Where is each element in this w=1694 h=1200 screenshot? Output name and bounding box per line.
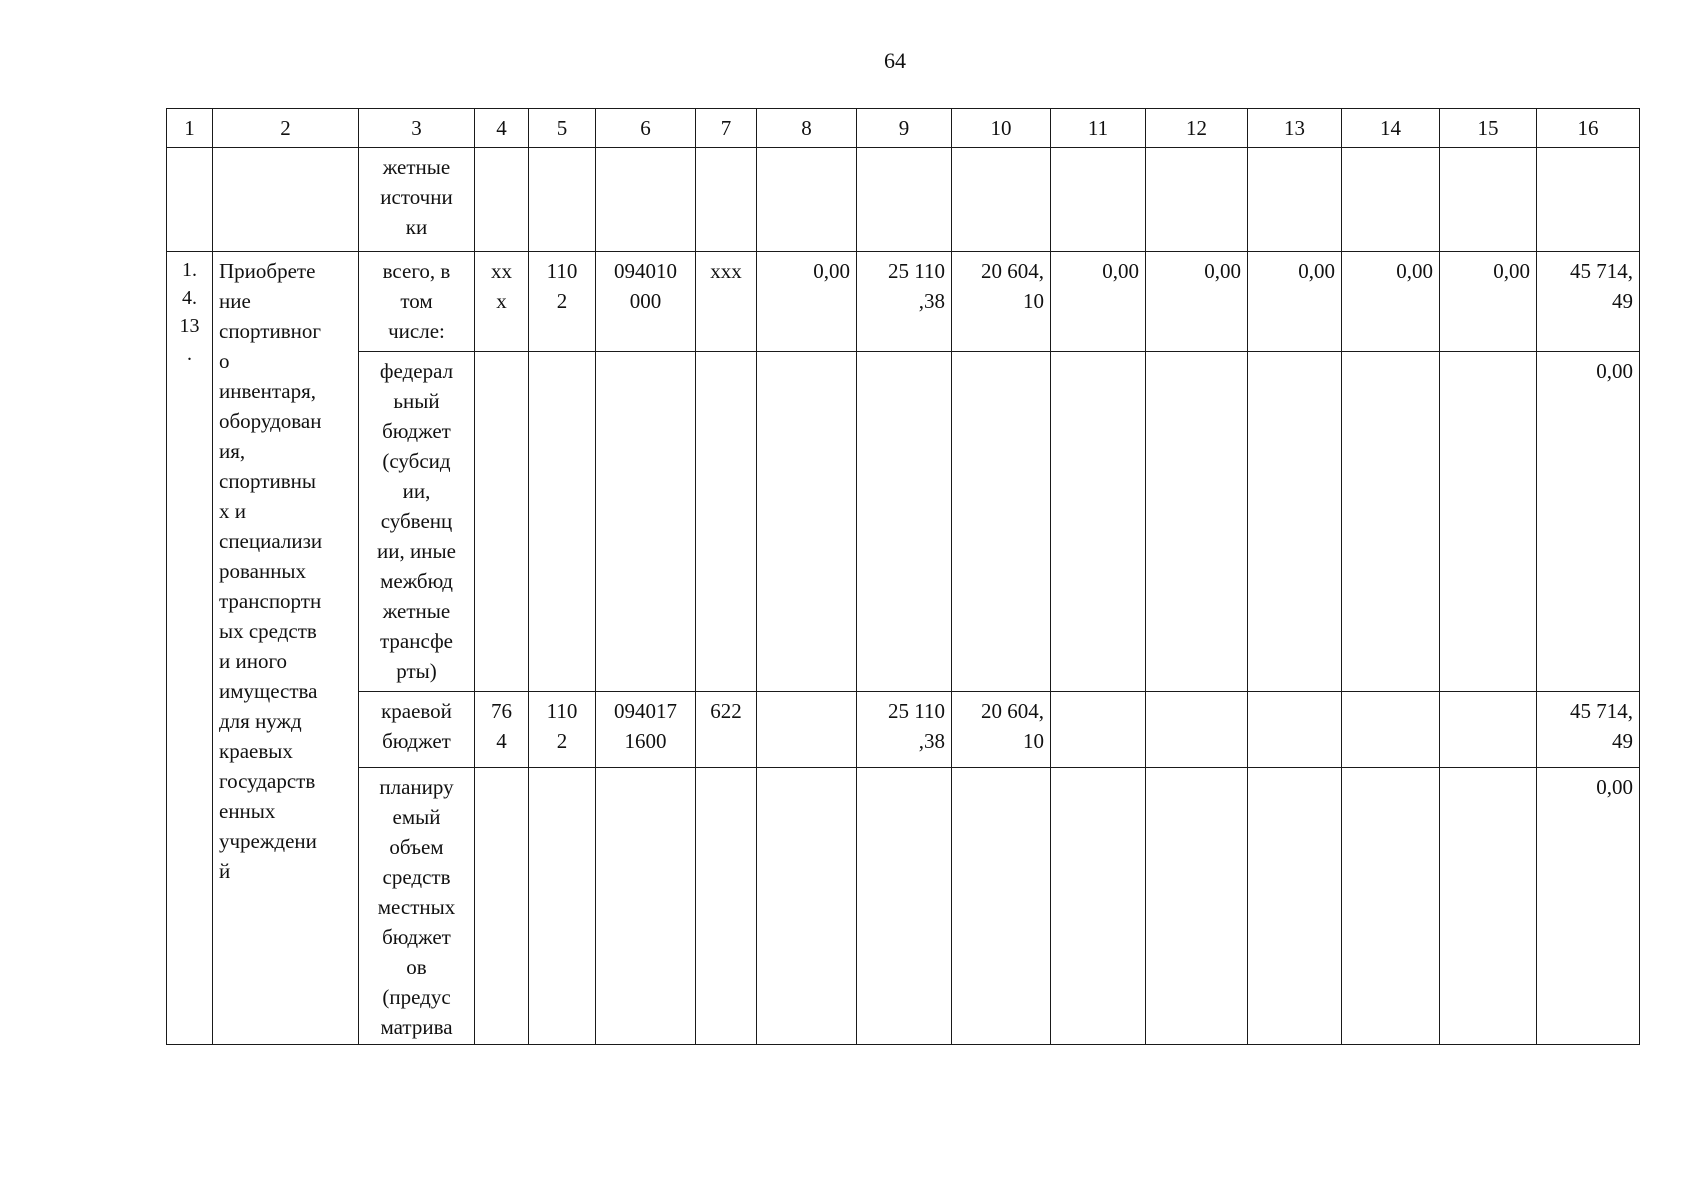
cell-c16: 0,00 <box>1537 768 1640 1045</box>
header-cell-11: 11 <box>1051 109 1146 148</box>
header-cell-1: 1 <box>167 109 213 148</box>
cell <box>1537 148 1640 252</box>
cell-c10: 20 604, 10 <box>952 692 1051 768</box>
source-cell: всего, в том числе: <box>359 252 475 352</box>
table-row-federal <box>167 352 1640 692</box>
header-cell-12: 12 <box>1146 109 1248 148</box>
header-cell-9: 9 <box>857 109 952 148</box>
cell-c9 <box>857 768 952 1045</box>
cell-c15 <box>1440 692 1537 768</box>
header-cell-7: 7 <box>696 109 757 148</box>
table-row-regional <box>167 692 1640 768</box>
header-cell-14: 14 <box>1342 109 1440 148</box>
cell-c4: 76 4 <box>475 692 529 768</box>
cell <box>475 148 529 252</box>
header-cell-16: 16 <box>1537 109 1640 148</box>
header-cell-15: 15 <box>1440 109 1537 148</box>
table-row-local <box>167 768 1640 1045</box>
cell-c15 <box>1440 768 1537 1045</box>
cell-c10 <box>952 352 1051 692</box>
continuation-row <box>167 148 1640 252</box>
source-cell: жетные источни ки <box>359 148 475 252</box>
table-row-total <box>167 252 1640 352</box>
cell-c12 <box>1146 352 1248 692</box>
cell <box>1146 148 1248 252</box>
cell-c7 <box>696 768 757 1045</box>
cell-c6: 094017 1600 <box>596 692 696 768</box>
header-cell-10: 10 <box>952 109 1051 148</box>
cell <box>1248 148 1342 252</box>
cell-c12 <box>1146 692 1248 768</box>
cell-c16: 0,00 <box>1537 352 1640 692</box>
header-cell-2: 2 <box>213 109 359 148</box>
cell <box>952 148 1051 252</box>
cell-c6 <box>596 352 696 692</box>
cell-c5: 110 2 <box>529 692 596 768</box>
cell <box>757 148 857 252</box>
cell <box>857 148 952 252</box>
cell-c11 <box>1051 768 1146 1045</box>
cell-c8: 0,00 <box>757 252 857 352</box>
cell-c15: 0,00 <box>1440 252 1537 352</box>
cell-c13 <box>1248 768 1342 1045</box>
cell-c7 <box>696 352 757 692</box>
header-cell-13: 13 <box>1248 109 1342 148</box>
cell-c11 <box>1051 692 1146 768</box>
item-number: 1. 4. 13 . <box>167 252 213 1045</box>
cell-c13 <box>1248 692 1342 768</box>
cell-c16: 45 714, 49 <box>1537 692 1640 768</box>
cell <box>213 148 359 252</box>
cell-c7: 622 <box>696 692 757 768</box>
header-row <box>167 109 1640 148</box>
cell-c9 <box>857 352 952 692</box>
cell-c14: 0,00 <box>1342 252 1440 352</box>
cell <box>596 148 696 252</box>
cell-c8 <box>757 352 857 692</box>
cell-c4 <box>475 352 529 692</box>
cell <box>167 148 213 252</box>
header-cell-5: 5 <box>529 109 596 148</box>
cell-c12 <box>1146 768 1248 1045</box>
cell <box>1440 148 1537 252</box>
page-number: 64 <box>884 48 906 73</box>
source-cell: краевой бюджет <box>359 692 475 768</box>
cell-c6 <box>596 768 696 1045</box>
cell-c9: 25 110 ,38 <box>857 692 952 768</box>
cell-c10: 20 604, 10 <box>952 252 1051 352</box>
budget-table <box>166 108 1640 1045</box>
header-cell-3: 3 <box>359 109 475 148</box>
cell-c4: хх х <box>475 252 529 352</box>
header-cell-8: 8 <box>757 109 857 148</box>
source-cell: планиру емый объем средств местных бюджет ов (предус матрива <box>359 768 475 1045</box>
cell-c16: 45 714, 49 <box>1537 252 1640 352</box>
cell <box>1051 148 1146 252</box>
cell-c6: 094010 000 <box>596 252 696 352</box>
cell-c8 <box>757 692 857 768</box>
source-cell: федерал ьный бюджет (субсид ии, субвенц ии, иные межбюд жетные трансфе рты) <box>359 352 475 692</box>
cell <box>1342 148 1440 252</box>
cell-c7: ххх <box>696 252 757 352</box>
cell-c8 <box>757 768 857 1045</box>
cell-c5 <box>529 352 596 692</box>
cell-c9: 25 110 ,38 <box>857 252 952 352</box>
cell-c5: 110 2 <box>529 252 596 352</box>
cell <box>696 148 757 252</box>
cell-c11: 0,00 <box>1051 252 1146 352</box>
cell-c13: 0,00 <box>1248 252 1342 352</box>
cell-c11 <box>1051 352 1146 692</box>
cell-c5 <box>529 768 596 1045</box>
item-name: Приобрете ние спортивног о инвентаря, оборудован ия, спортивны х и специализи рованных транспортн ых средств и иного имущества для нужд краевых государств енных учреждени й <box>213 252 359 1045</box>
cell-c13 <box>1248 352 1342 692</box>
header-cell-4: 4 <box>475 109 529 148</box>
cell-c10 <box>952 768 1051 1045</box>
cell <box>529 148 596 252</box>
cell-c12: 0,00 <box>1146 252 1248 352</box>
cell-c4 <box>475 768 529 1045</box>
cell-c14 <box>1342 692 1440 768</box>
cell-c14 <box>1342 352 1440 692</box>
cell-c14 <box>1342 768 1440 1045</box>
cell-c15 <box>1440 352 1537 692</box>
header-cell-6: 6 <box>596 109 696 148</box>
